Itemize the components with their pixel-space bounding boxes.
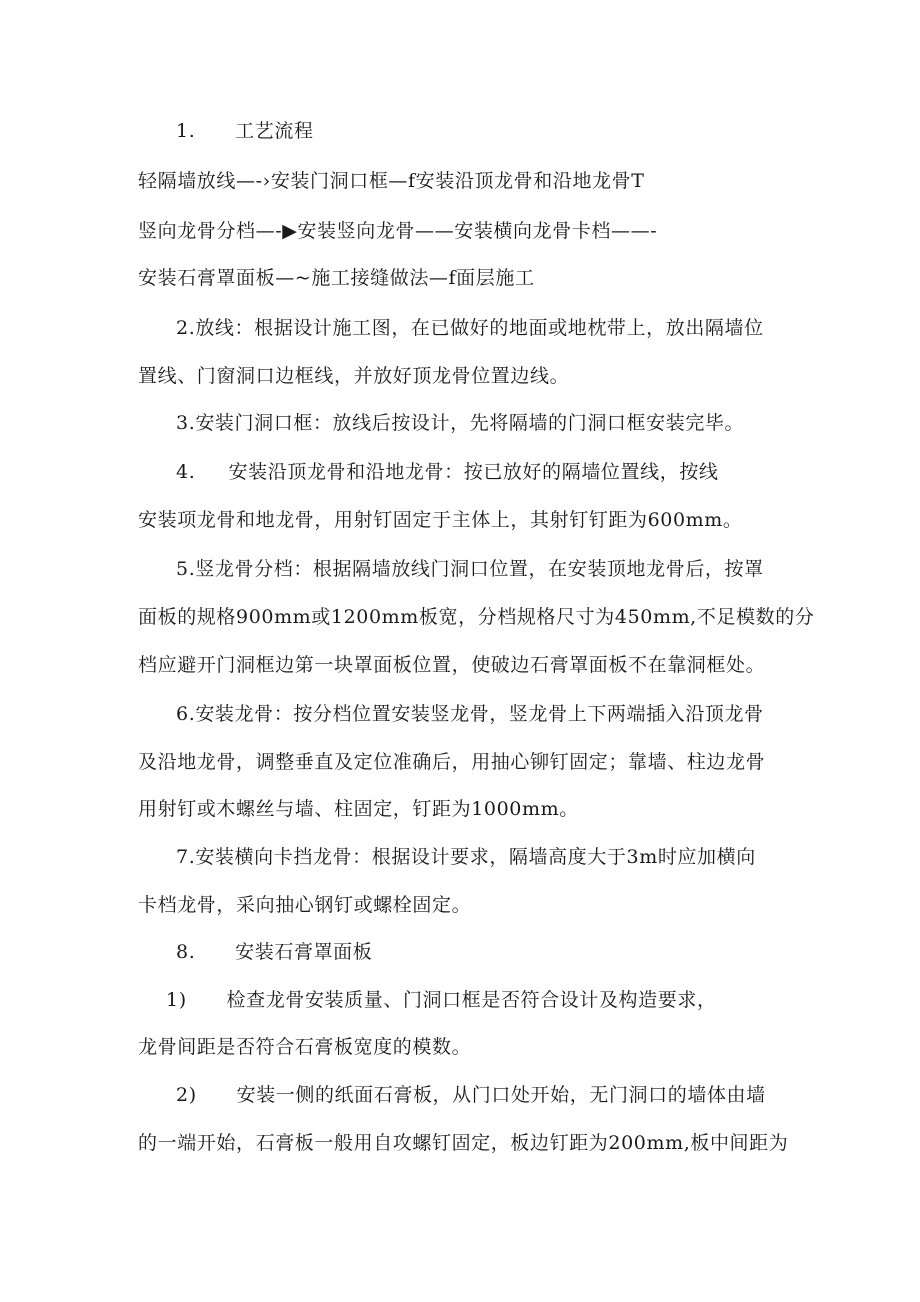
heading-8-install-gypsum-board: 8. 安装石膏罩面板 [176,941,373,963]
paragraph-7-line-2: 卡档龙骨，采向抽心钢钉或螺栓固定。 [138,894,472,916]
item-2-line-2: 的一端开始，石膏板一般用自攻螺钉固定，板边钉距为200mm,板中间距为 [138,1132,789,1154]
paragraph-6-line-2: 及沿地龙骨，调整垂直及定位准确后，用抽心铆钉固定；靠墙、柱边龙骨 [138,751,766,773]
paragraph-4-line-1: 4. 安装沿顶龙骨和沿地龙骨：按已放好的隔墙位置线，按线 [176,461,719,483]
flow-line-2: 竖向龙骨分档—-▶安装竖向龙骨——安装横向龙骨卡档——- [138,220,658,242]
paragraph-3-line-1: 3.安装门洞口框：放线后按设计，先将隔墙的门洞口框安装完毕。 [176,412,745,434]
paragraph-6-line-3: 用射钉或木螺丝与墙、柱固定，钉距为1000mm。 [138,798,579,820]
paragraph-5-line-3: 档应避开门洞框边第一块罩面板位置，使破边石膏罩面板不在靠洞框处。 [138,654,766,676]
paragraph-2-line-2: 置线、门窗洞口边框线，并放好顶龙骨位置边线。 [138,365,570,387]
paragraph-4-line-2: 安装项龙骨和地龙骨，用射钉固定于主体上，其射钉钉距为600mm。 [138,509,743,531]
flow-line-1: 轻隔墙放线—-›安装门洞口框—f安装沿顶龙骨和沿地龙骨T [138,170,645,192]
item-2-line-1: 2) 安装一侧的纸面石膏板，从门口处开始，无门洞口的墙体由墙 [176,1084,766,1106]
heading-1-process-flow: 1. 工艺流程 [176,120,314,142]
item-1-line-2: 龙骨间距是否符合石膏板宽度的模数。 [138,1036,472,1058]
paragraph-5-line-2: 面板的规格900mm或1200mm板宽，分档规格尺寸为450mm,不足模数的分 [138,606,815,628]
paragraph-6-line-1: 6.安装龙骨：按分档位置安装竖龙骨，竖龙骨上下两端插入沿顶龙骨 [176,703,764,725]
paragraph-5-line-1: 5.竖龙骨分档：根据隔墙放线门洞口位置，在安装顶地龙骨后，按罩 [176,558,764,580]
item-1-line-1: 1) 检查龙骨安装质量、门洞口框是否符合设计及构造要求， [166,989,717,1011]
flow-line-3: 安装石膏罩面板—~施工接缝做法—f面层施工 [138,267,535,289]
paragraph-7-line-1: 7.安装横向卡挡龙骨：根据设计要求，隔墙高度大于3m时应加横向 [176,846,756,868]
paragraph-2-line-1: 2.放线：根据设计施工图，在已做好的地面或地枕带上，放出隔墙位 [176,317,764,339]
